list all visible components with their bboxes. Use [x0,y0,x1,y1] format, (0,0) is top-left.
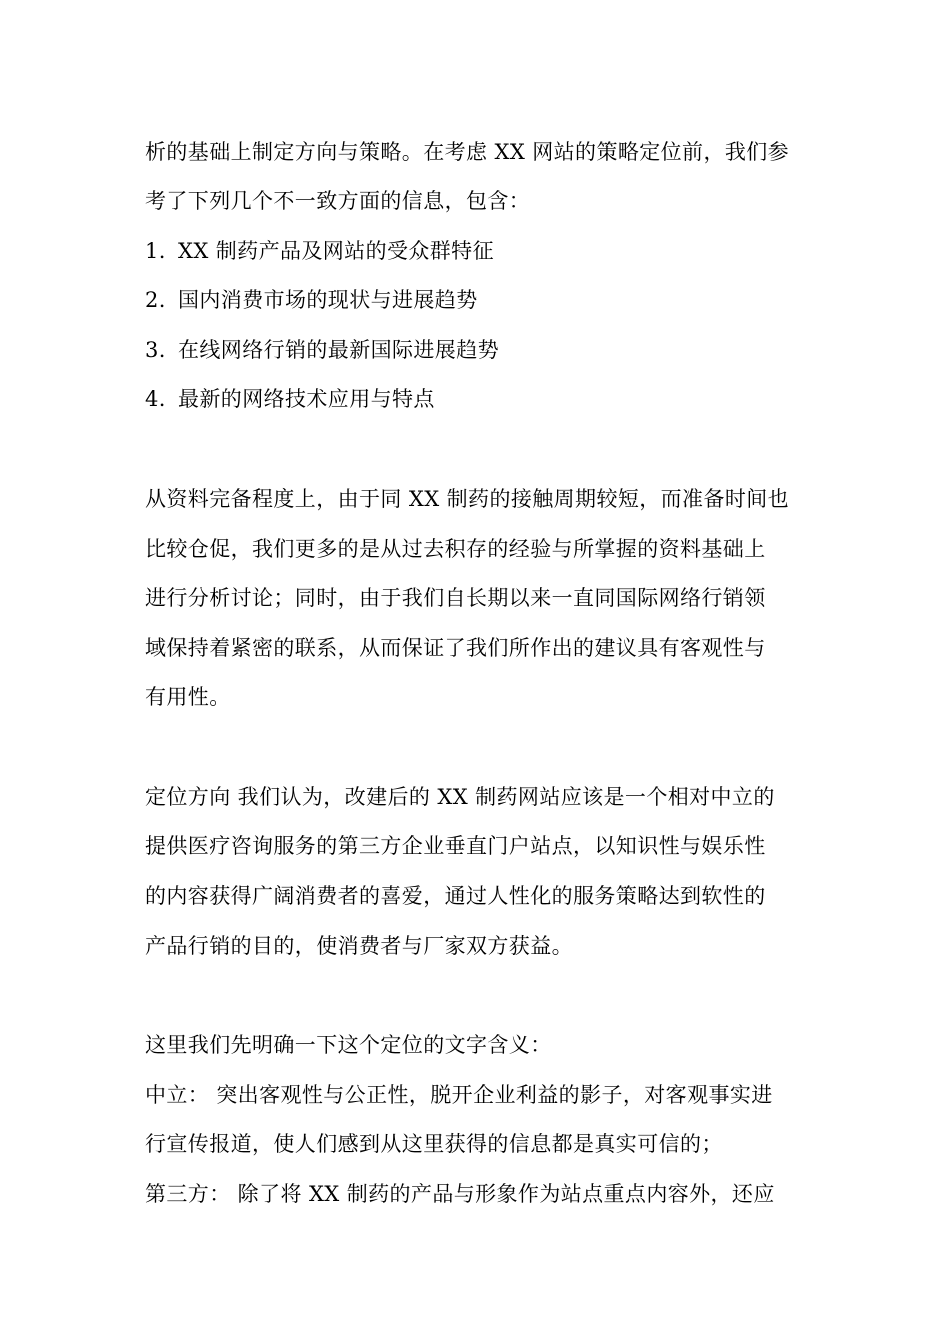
paragraph-2-line-4: 域保持着紧密的联系，从而保证了我们所作出的建议具有客观性与 [145,636,766,660]
list-item-number: 4. [145,387,166,411]
list-item [145,384,815,414]
paragraph-4-line-3: 行宣传报道，使人们感到从这里获得的信息都是真实可信的； [145,1132,723,1156]
paragraph-3-line-2: 提供医疗咨询服务的第三方企业垂直门户站点，以知识性与娱乐性 [145,834,766,858]
paragraph-2-line-1: 从资料完备程度上，由于同 XX 制药的接触周期较短，而准备时间也 [145,487,790,511]
paragraph-3-line-1: 定位方向 我们认为，改建后的 XX 制药网站应该是一个相对中立的 [145,785,775,809]
paragraph-4-line-4: 第三方： 除了将 XX 制药的产品与形象作为站点重点内容外，还应 [145,1182,775,1206]
list-item-number: 3. [145,338,166,362]
list-item-number: 2. [145,288,166,312]
paragraph-2-line-5: 有用性。 [145,685,231,709]
list-item-text: 在线网络行销的最新国际进展趋势 [178,338,499,362]
paragraph-3-line-3: 的内容获得广阔消费者的喜爱，通过人性化的服务策略达到软性的 [145,884,766,908]
paragraph-3-line-4: 产品行销的目的，使消费者与厂家双方获益。 [145,934,573,958]
list-item-text: XX 制药产品及网站的受众群特征 [178,239,494,263]
list-item [145,285,815,315]
list-item-text: 最新的网络技术应用与特点 [178,387,435,411]
list-item [145,236,815,266]
list-item-number: 1. [145,239,166,263]
paragraph-4-line-1: 这里我们先明确一下这个定位的文字含义： [145,1033,552,1057]
paragraph-2-line-2: 比较仓促，我们更多的是从过去积存的经验与所掌握的资料基础上 [145,537,766,561]
paragraph-4-line-2: 中立： 突出客观性与公正性，脱开企业利益的影子，对客观事实进 [145,1083,773,1107]
list-item [145,335,815,365]
list-item-text: 国内消费市场的现状与进展趋势 [178,288,478,312]
intro-line-1: 析的基础上制定方向与策略。在考虑 XX 网站的策略定位前，我们参 [145,140,790,164]
paragraph-2-line-3: 进行分析讨论；同时，由于我们自长期以来一直同国际网络行销领 [145,586,766,610]
intro-line-2: 考了下列几个不一致方面的信息，包含： [145,189,531,213]
